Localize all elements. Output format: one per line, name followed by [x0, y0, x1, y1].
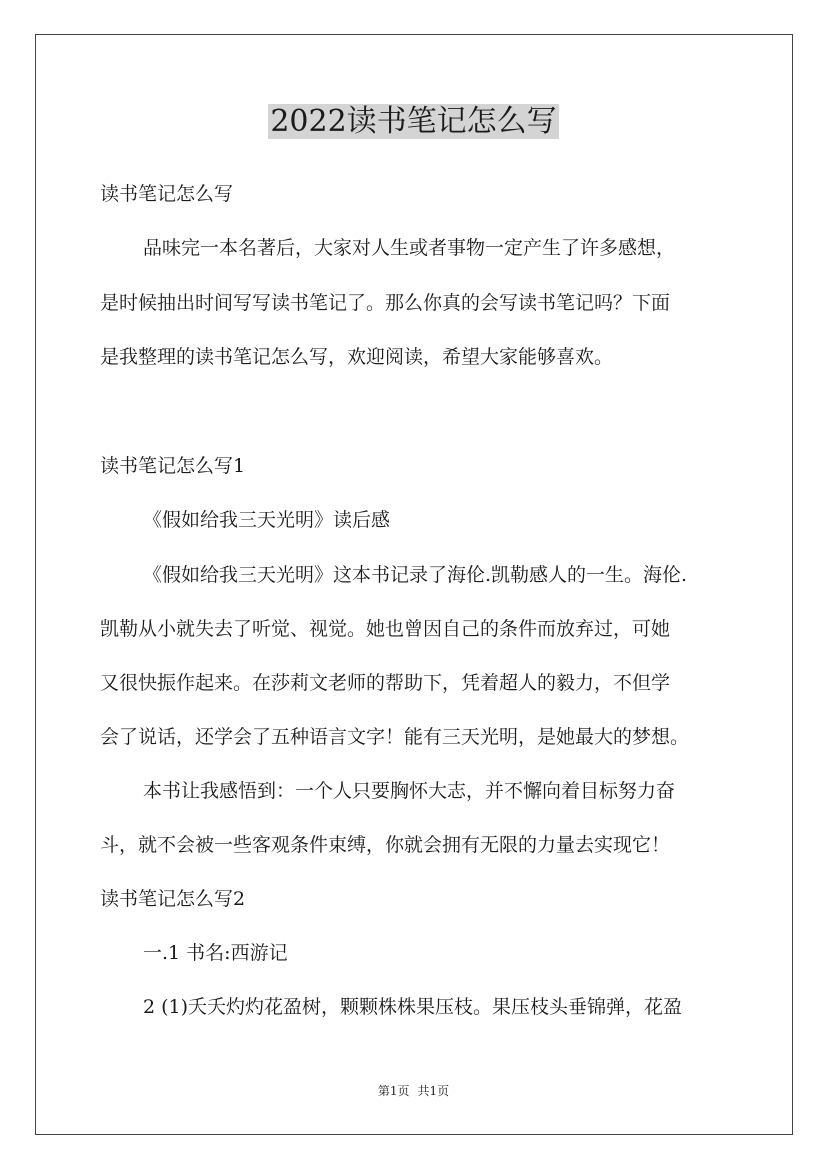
paragraph-line: 是时候抽出时间写写读书笔记了。那么你真的会写读书笔记吗？下面 — [100, 292, 671, 314]
document-title-text: 2022读书笔记怎么写 — [270, 104, 557, 139]
paragraph-line: 《假如给我三天光明》这本书记录了海伦.凯勒感人的一生。海伦. — [143, 564, 688, 586]
paragraph-line: 是我整理的读书笔记怎么写，欢迎阅读，希望大家能够喜欢。 — [100, 346, 614, 368]
paragraph-line: 本书让我感悟到：一个人只要胸怀大志，并不懈向着目标努力奋 — [143, 780, 676, 802]
paragraph-line: 斗，就不会被一些客观条件束缚，你就会拥有无限的力量去实现它！ — [100, 834, 671, 856]
subsection-title: 《假如给我三天光明》读后感 — [143, 509, 391, 531]
section-heading-1: 读书笔记怎么写1 — [100, 455, 246, 477]
paragraph-line: 品味完一本名著后，大家对人生或者事物一定产生了许多感想， — [143, 237, 676, 259]
paragraph-line: 会了说话，还学会了五种语言文字！能有三天光明，是她最大的梦想。 — [100, 726, 690, 748]
paragraph-line: 又很快振作起来。在莎莉文老师的帮助下，凭着超人的毅力，不但学 — [100, 672, 671, 694]
page-number: 第1页 — [377, 1084, 410, 1098]
document-title — [0, 100, 827, 144]
page-footer — [0, 1082, 827, 1100]
paragraph-line: 凯勒从小就失去了听觉、视觉。她也曾因自己的条件而放弃过，可她 — [100, 618, 671, 640]
paragraph-line: 2 (1)夭夭灼灼花盈树，颗颗株株果压枝。果压枝头垂锦弹，花盈 — [143, 996, 683, 1018]
section-heading-2: 读书笔记怎么写2 — [100, 888, 246, 910]
page-total: 共1页 — [417, 1084, 450, 1098]
intro-heading: 读书笔记怎么写 — [100, 183, 234, 205]
subsection-title: 一.1 书名:西游记 — [143, 942, 288, 964]
